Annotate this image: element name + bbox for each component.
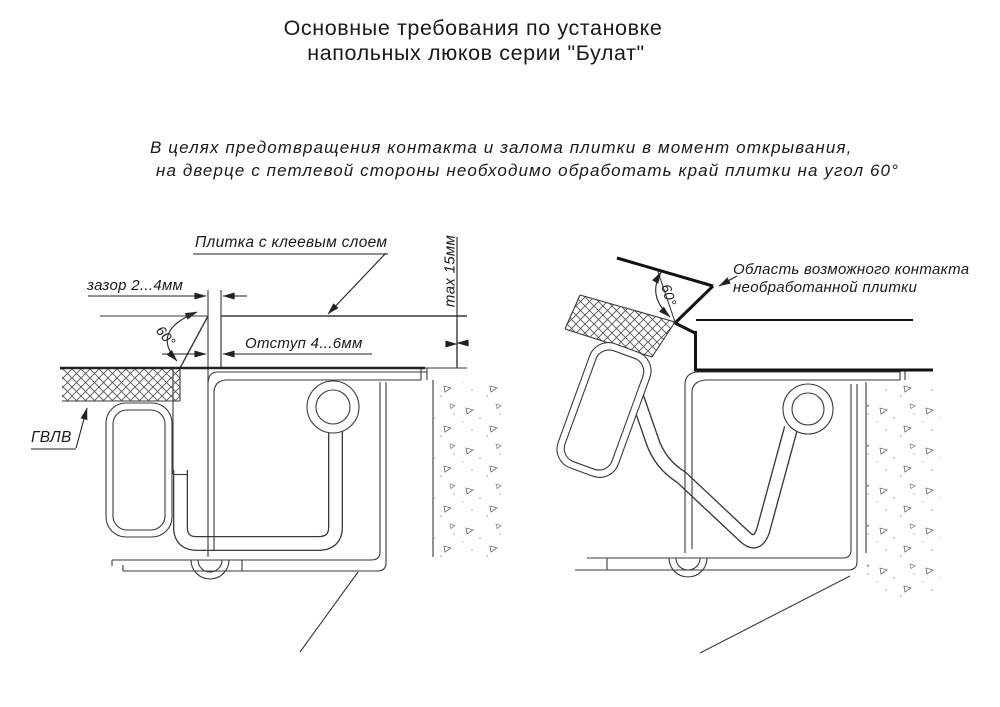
- pivot-housing-open: [669, 558, 707, 577]
- gvl-label: ГВЛВ: [31, 429, 72, 446]
- offset-dimension-label: Отступ 4...6мм: [245, 335, 363, 352]
- pivot-housing: [191, 560, 229, 579]
- max-height-label: max 15мм: [441, 234, 459, 308]
- concrete-hatch: [434, 382, 506, 558]
- drawing-title-line1: Основные требования по установке: [283, 16, 663, 40]
- break-line-closed: [300, 572, 358, 652]
- hinge-link-open: [634, 388, 791, 541]
- contact-area-label-line1: Область возможного контакта: [733, 261, 970, 278]
- angle-label-closed: 60°: [152, 322, 180, 350]
- open-hatch-view: [551, 258, 940, 653]
- drawing-title-line2: напольных люков серии "Булат": [307, 41, 645, 65]
- hinge-pivot: [307, 381, 359, 433]
- frame-lip: [208, 290, 221, 557]
- gvl-block: [62, 369, 180, 401]
- hinge-link: [181, 428, 336, 544]
- dimensions-closed: [31, 234, 459, 449]
- note-line2: на дверце с петлевой стороны необходимо обработать край плитки на угол 60°: [156, 161, 899, 180]
- frame-lip-open: [685, 384, 692, 553]
- door-tube-profile: [106, 403, 172, 537]
- tile-adhesive-label: Плитка с клеевым слоем: [195, 234, 388, 251]
- gap-dimension-label: зазор 2...4мм: [87, 277, 184, 294]
- closed-hatch-view: [31, 234, 506, 652]
- angle-label-open: 60°: [658, 282, 680, 308]
- contact-area-label-line2: необработанной плитки: [733, 279, 918, 296]
- break-line-open: [700, 576, 850, 653]
- concrete-hatch-open: [867, 383, 940, 598]
- note-line1: В целях предотвращения контакта и залома плитки в момент открывания,: [150, 138, 853, 157]
- hinge-pivot-open: [783, 384, 833, 434]
